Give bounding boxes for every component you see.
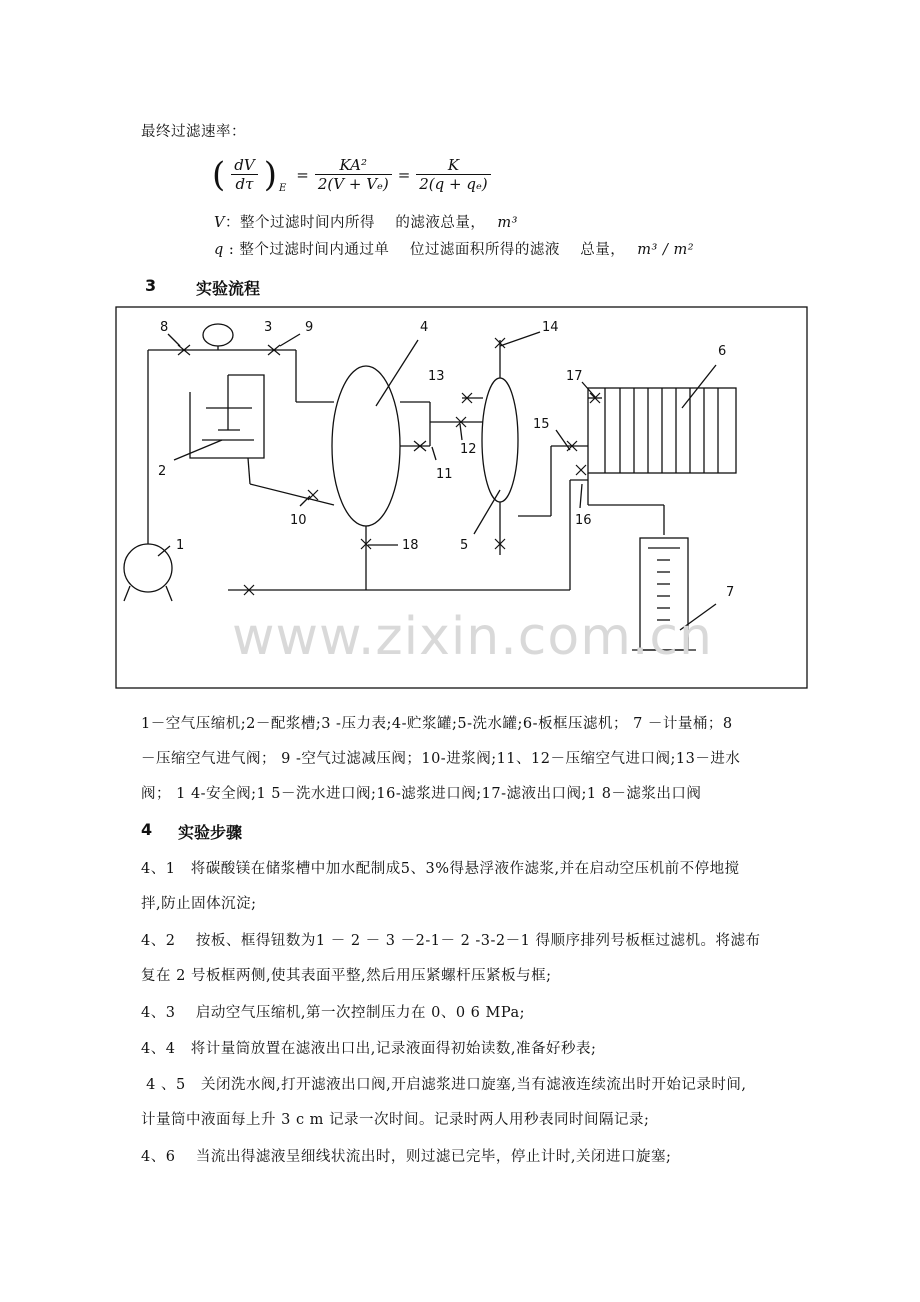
label-1: 1	[176, 538, 185, 553]
watermark: www.zixin.com.cn	[232, 607, 713, 667]
filtration-rate-formula: ( $\frac{dV}{d\tau}$ ) E = $\frac{\text{KA²}}{\text{2(V + Vₑ)}}$ = $\frac{K}{\text{2(q + qₑ)}}$	[212, 156, 491, 193]
slurry-storage-tank	[332, 366, 400, 526]
step-line: 4 、5 关闭洗水阀,打开滤液出口阀,开启滤浆进口旋塞,当有滤液连续流出时开始记录时间,	[141, 1077, 747, 1093]
label-14: 14	[542, 320, 559, 335]
right-numerator: K	[416, 156, 490, 175]
label-8: 8	[160, 320, 169, 335]
caption-line: －压缩空气进气阀； 9 -空气过滤减压阀；10-进浆阀;11、12－压缩空气进口阀;13－进水	[141, 751, 741, 767]
lhs-denominator: dτ	[235, 175, 254, 193]
step-line: 4、1 将碳酸镁在储浆槽中加水配制成5、3%得悬浮液作滤浆,并在启动空压机前不停地搅	[141, 861, 740, 877]
label-2: 2	[158, 464, 167, 479]
step-line: 计量筒中液面每上升 3 c m 记录一次时间。记录时两人用秒表同时间隔记录;	[141, 1112, 650, 1128]
section-4-title: 实验步骤	[178, 823, 243, 842]
caption-line: 1－空气压缩机;2－配浆槽;3 -压力表;4-贮浆罐;5-洗水罐;6-板框压滤机； 7 －计量桶；8	[141, 716, 733, 732]
label-13: 13	[428, 369, 445, 384]
label-12: 12	[460, 442, 477, 457]
step-line: 4、6 当流出得滤液呈细线状流出时，则过滤已完毕，停止计时,关闭进口旋塞;	[141, 1149, 672, 1165]
label-3: 3	[264, 320, 273, 335]
definition-v-symbol: V	[214, 215, 225, 231]
section-4-number: 4	[141, 820, 153, 839]
label-7: 7	[726, 585, 735, 600]
step-line: 4、2 按板、框得钮数为1 － 2 － 3 －2-1－ 2 -3-2－1 得顺序排列号板框过滤机。将滤布	[141, 933, 761, 949]
definition-q-unit: m³ / m²	[637, 242, 695, 258]
right-denominator: 2(q + qₑ)	[419, 175, 488, 193]
wash-water-tank	[482, 378, 518, 502]
definition-v-unit: m³	[497, 215, 518, 231]
definition-q-text: : 整个过滤时间内通过单 位过滤面积所得的滤液 总量，	[223, 242, 626, 258]
step-line: 4、3 启动空气压缩机,第一次控制压力在 0、0 6 MPa;	[141, 1005, 525, 1021]
label-6: 6	[718, 344, 727, 359]
air-compressor	[124, 544, 172, 592]
step-line: 4、4 将计量筒放置在滤液出口出,记录液面得初始读数,准备好秒表;	[141, 1041, 597, 1057]
step-line: 拌,防止固体沉淀;	[141, 896, 257, 912]
middle-denominator: 2(V + Vₑ)	[317, 175, 389, 193]
caption-line: 阀； 1 4-安全阀;1 5－洗水进口阀;16-滤浆进口阀;17-滤液出口阀;1 8－滤浆出口阀	[141, 786, 702, 802]
slurry-tank	[190, 375, 264, 458]
pressure-gauge	[203, 324, 233, 346]
middle-numerator: KA²	[315, 156, 392, 175]
section-3-number: 3	[145, 276, 157, 295]
definition-q-symbol: q	[214, 242, 224, 258]
label-18: 18	[402, 538, 419, 553]
label-16: 16	[575, 513, 592, 528]
definition-v-text: ：整个过滤时间内所得 的滤液总量，	[224, 215, 486, 231]
label-9: 9	[305, 320, 314, 335]
label-10: 10	[290, 513, 307, 528]
valve-markers	[178, 338, 600, 595]
label-11: 11	[436, 467, 453, 482]
label-5: 5	[460, 538, 469, 553]
section-3-title: 实验流程	[196, 279, 261, 298]
label-17: 17	[566, 369, 583, 384]
label-4: 4	[420, 320, 429, 335]
step-line: 复在 2 号板框两侧,使其表面平整,然后用压紧螺杆压紧板与框;	[141, 968, 552, 984]
label-15: 15	[533, 417, 550, 432]
lhs-subscript: E	[278, 183, 287, 194]
intro-text: 最终过滤速率：	[141, 124, 246, 140]
lhs-numerator: dV	[231, 156, 257, 175]
